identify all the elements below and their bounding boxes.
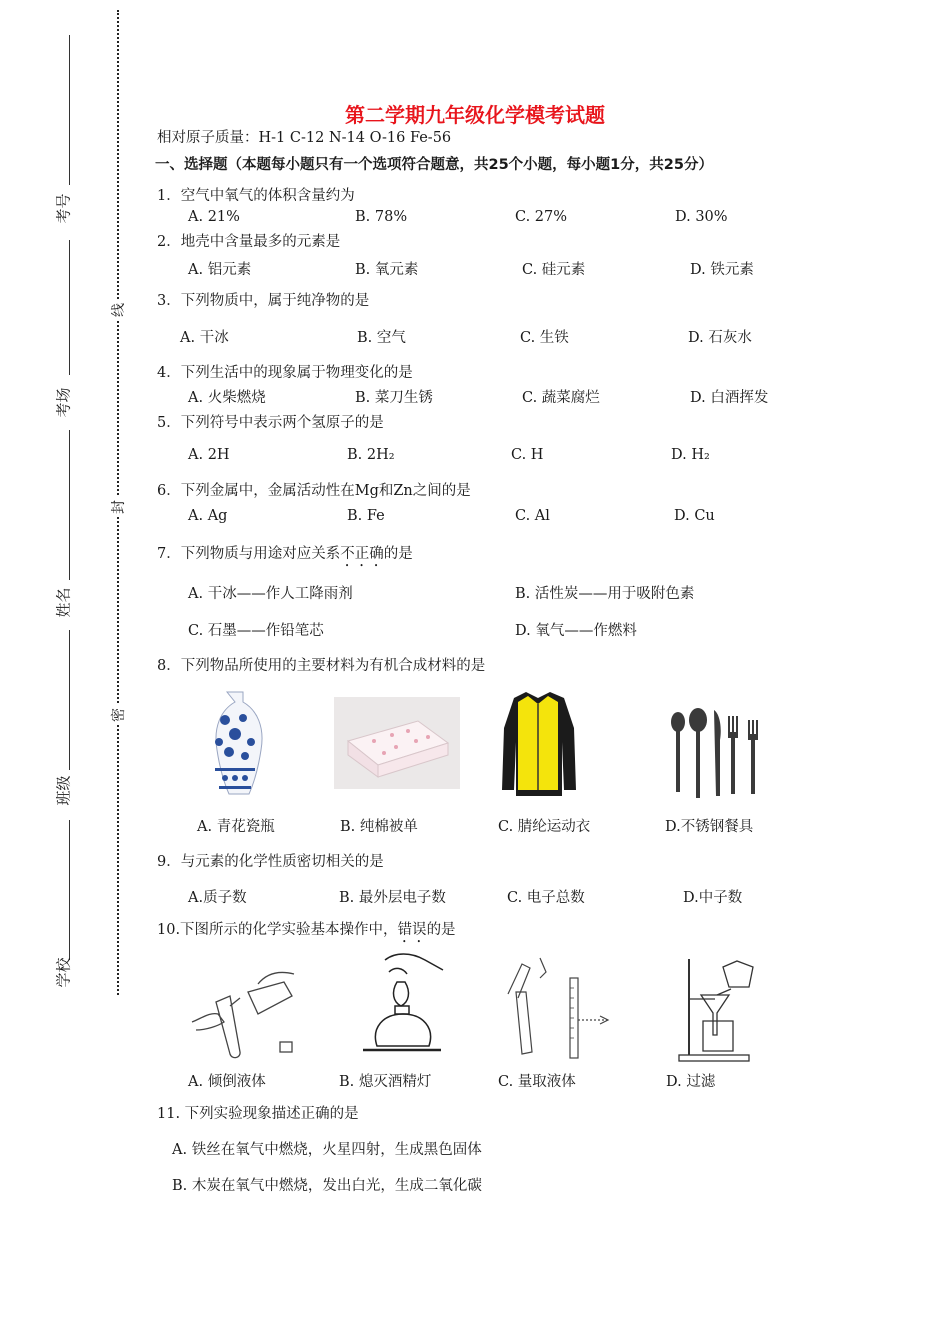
option: A. 倾倒液体: [188, 1074, 266, 1090]
section-heading: 一、选择题（本题每小题只有一个选项符合题意，共25个小题，每小题1分，共25分）: [155, 157, 713, 173]
question-6: 6．下列金属中，金属活动性在Mg和Zn之间的是: [157, 483, 471, 499]
option: A. 干冰: [180, 330, 229, 346]
question-5: 5．下列符号中表示两个氢原子的是: [157, 415, 384, 431]
filtration-icon: [675, 955, 775, 1065]
field-label-exam-room: 考场: [54, 387, 73, 418]
option: B. 氧元素: [355, 262, 419, 278]
option: B. 木炭在氧气中燃烧，发出白光，生成二氧化碳: [172, 1178, 482, 1194]
field-line: [69, 630, 70, 770]
question-9: 9．与元素的化学性质密切相关的是: [157, 854, 384, 870]
option: A. 铝元素: [188, 262, 252, 278]
option: C. H: [511, 447, 544, 463]
alcohol-lamp-icon: [355, 950, 445, 1062]
question-2: 2．地壳中含量最多的元素是: [157, 234, 341, 250]
option: C. 腈纶运动衣: [498, 819, 591, 835]
option: A. 铁丝在氧气中燃烧，火星四射，生成黑色固体: [172, 1142, 482, 1158]
seal-char-secret: 密: [108, 705, 128, 725]
option: D. 氧气——作燃料: [515, 623, 637, 639]
field-label-name: 姓名: [54, 587, 73, 618]
option: A. 火柴燃烧: [188, 390, 266, 406]
question-3: 3．下列物质中，属于纯净物的是: [157, 293, 370, 309]
option: D.不锈钢餐具: [665, 819, 754, 835]
option: C. 石墨——作铅笔芯: [188, 623, 324, 639]
porcelain-vase-icon: [205, 690, 265, 805]
option: D.中子数: [683, 890, 743, 906]
pour-liquid-icon: [188, 962, 303, 1062]
option: B. 熄灭酒精灯: [339, 1074, 432, 1090]
field-line: [69, 430, 70, 580]
cotton-sheet-icon: [334, 697, 460, 789]
field-label-class: 班级: [54, 775, 73, 806]
option: C. Al: [515, 508, 550, 524]
field-label-school: 学校: [54, 957, 73, 988]
option: B. 2H₂: [347, 447, 395, 463]
option: C. 27%: [515, 209, 568, 225]
question-1: 1．空气中氧气的体积含量约为: [157, 188, 355, 204]
stem-text: 的是: [426, 922, 456, 938]
atomic-mass-line: 相对原子质量：H-1 C-12 N-14 O-16 Fe-56: [157, 130, 452, 146]
option: A. 21%: [188, 209, 240, 225]
option: C. 硅元素: [522, 262, 586, 278]
emphasis-text: 不正确: [340, 546, 384, 562]
option: A. Ag: [188, 508, 228, 524]
seal-char-line: 线: [108, 300, 128, 320]
graduated-cylinder-icon: [500, 954, 615, 1062]
option: B. 78%: [355, 209, 408, 225]
emphasis-text: 错误: [397, 922, 427, 938]
option: D. 30%: [675, 209, 728, 225]
option: D. 过滤: [666, 1074, 716, 1090]
stem-text: 10.下图所示的化学实验基本操作中，: [157, 922, 398, 938]
field-line: [69, 820, 70, 960]
option: C. 电子总数: [507, 890, 585, 906]
option: A.质子数: [188, 890, 247, 906]
question-7: [157, 542, 413, 570]
option: B. Fe: [347, 508, 385, 524]
option: D. H₂: [671, 447, 710, 463]
question-4: 4．下列生活中的现象属于物理变化的是: [157, 365, 413, 381]
option: C. 蔬菜腐烂: [522, 390, 600, 406]
option: B. 空气: [357, 330, 406, 346]
sports-jacket-icon: [500, 688, 578, 800]
question-8: 8．下列物品所使用的主要材料为有机合成材料的是: [157, 658, 486, 674]
option: D. 白酒挥发: [690, 390, 769, 406]
option: B. 菜刀生锈: [355, 390, 433, 406]
option: B. 活性炭——用于吸附色素: [515, 586, 695, 602]
option: A. 干冰——作人工降雨剂: [188, 586, 353, 602]
steel-cutlery-icon: [668, 708, 768, 802]
field-line: [69, 240, 70, 375]
option: D. 铁元素: [690, 262, 754, 278]
option: D. 石灰水: [688, 330, 752, 346]
option: B. 纯棉被单: [340, 819, 418, 835]
seal-char-seal: 封: [108, 497, 128, 517]
stem-text: 7．下列物质与用途对应关系: [157, 546, 341, 562]
option: C. 量取液体: [498, 1074, 576, 1090]
question-10: [157, 918, 456, 946]
stem-text: 的是: [383, 546, 413, 562]
option: B. 最外层电子数: [339, 890, 446, 906]
option: D. Cu: [674, 508, 715, 524]
question-11: 11. 下列实验现象描述正确的是: [157, 1106, 359, 1122]
field-label-exam-number: 考号: [54, 193, 73, 224]
option: A. 2H: [188, 447, 230, 463]
option: C. 生铁: [520, 330, 569, 346]
page-title: 第二学期九年级化学模考试题: [345, 103, 605, 127]
option: A. 青花瓷瓶: [197, 819, 275, 835]
